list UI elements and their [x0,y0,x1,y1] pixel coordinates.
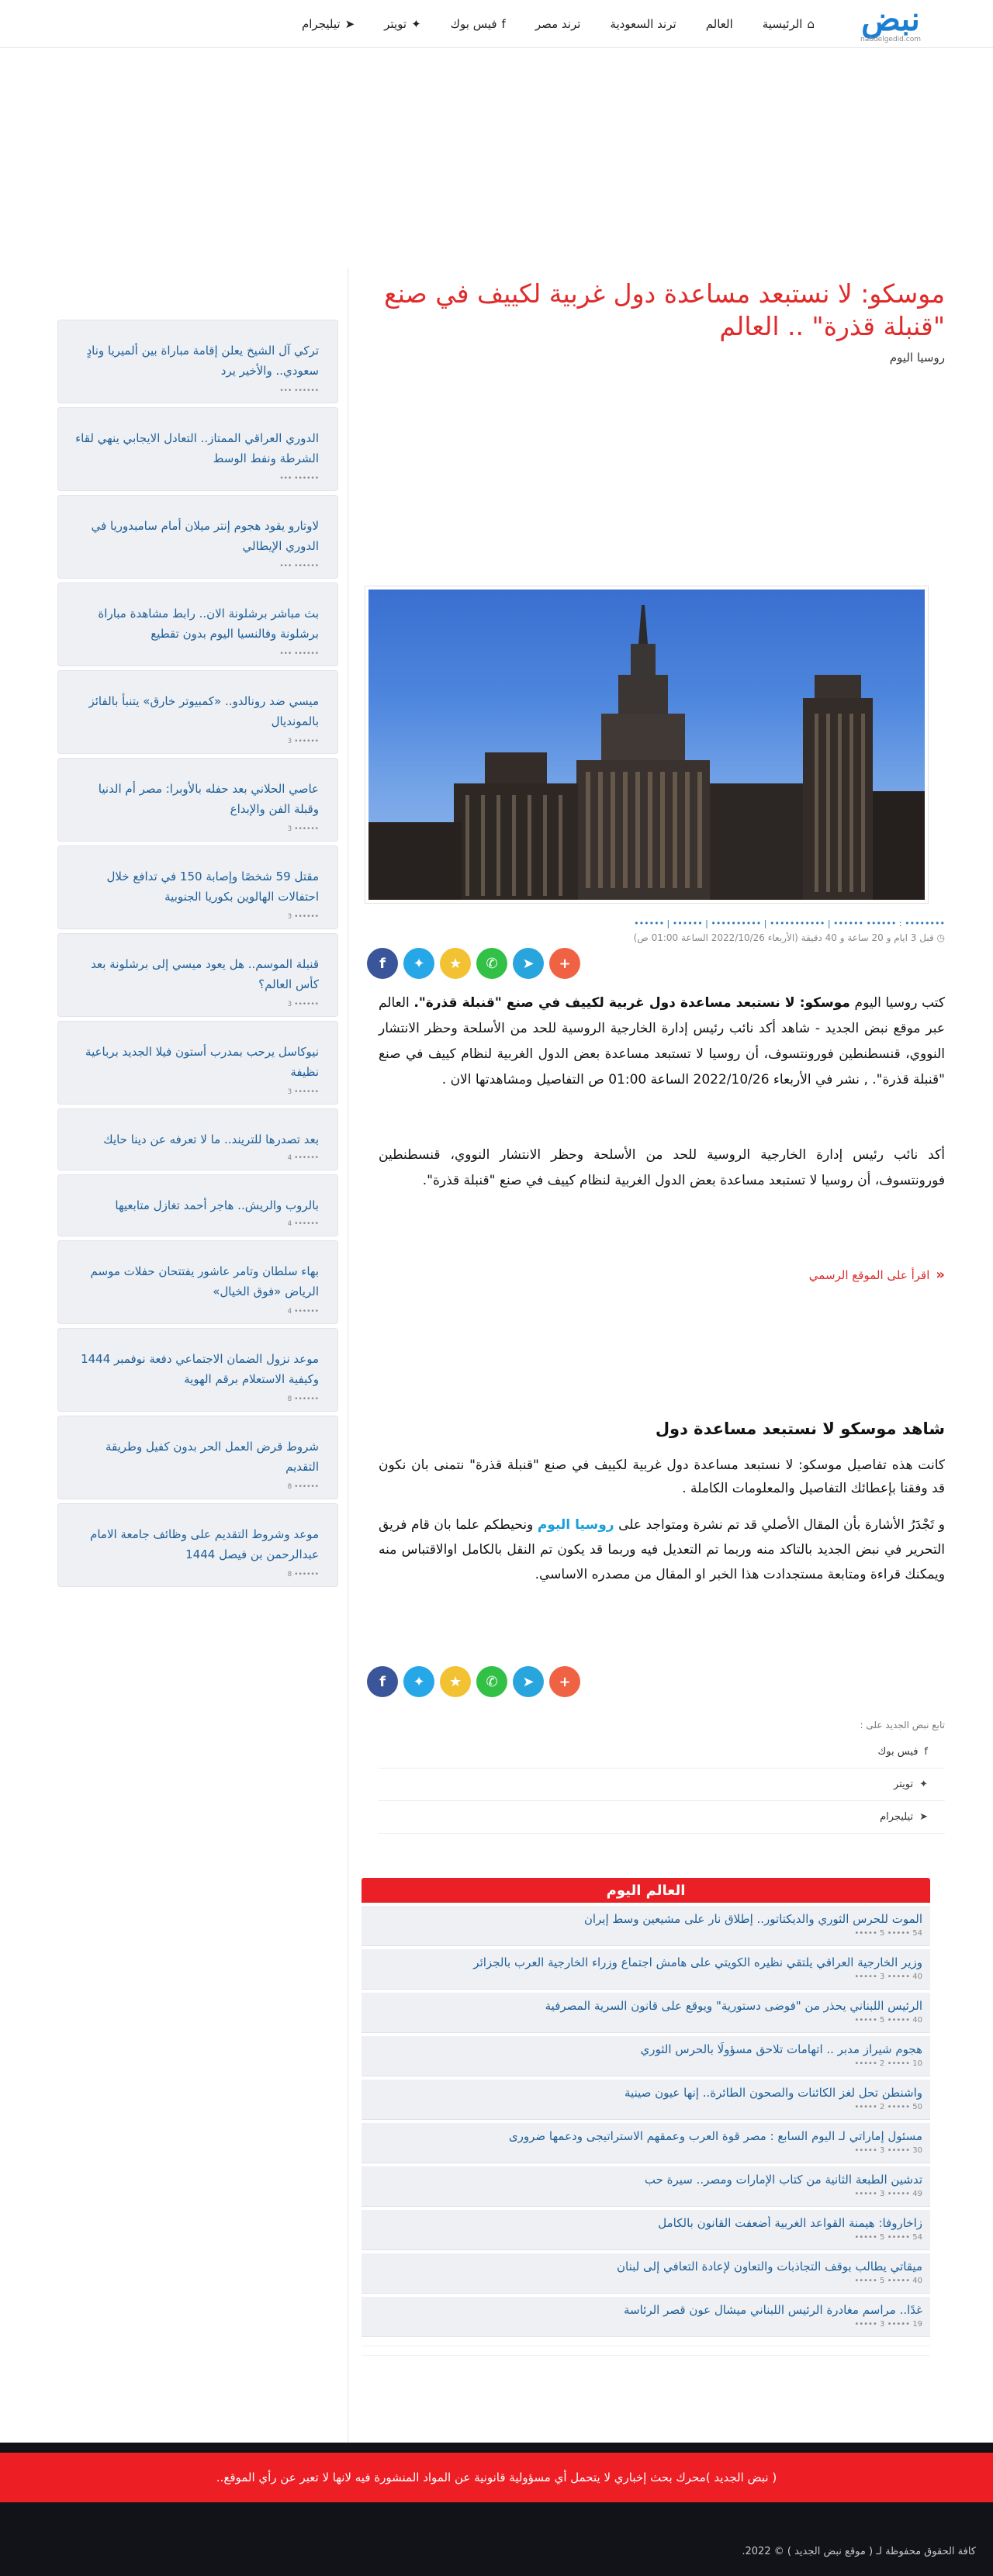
sidebar-news-date: •••••• 4 [287,1308,319,1316]
telegram-icon: ➤ [522,955,535,972]
article-paragraph-4 [379,1513,945,1587]
site-logo[interactable] [836,0,945,43]
news-date: 54 ••••• 5 ••••• [854,1929,922,1938]
whatsapp-icon: ✆ [486,955,498,972]
nav-item-label: تويتر [384,17,407,31]
share-more-button[interactable] [549,948,580,979]
telegram-icon: ➤ [344,17,355,31]
sidebar-news-date: •••••• 3 [287,738,319,745]
star-icon: ★ [448,1673,462,1690]
clock-icon: ◷ [936,932,945,943]
share-favorite-button[interactable] [440,1666,471,1697]
follow-facebook-link[interactable] [379,1736,945,1769]
sidebar-news-title: بالروب والريش.. هاجر أحمد تغازل متابعيها [115,1198,319,1212]
sidebar-news-title: موعد وشروط التقديم على وظائف جامعة الامام عبدالرحمن بن فيصل 1444 [90,1527,319,1561]
sidebar-news-date: •••••• 8 [287,1571,319,1578]
share-bar-top [362,948,580,979]
news-date: 49 ••••• 3 ••••• [854,2190,922,2198]
sidebar-news-date: •••••• 8 [287,1395,319,1403]
share-twitter-button[interactable] [403,948,434,979]
follow-label: تيليجرام [880,1811,914,1823]
news-title: مسئول إماراتي لـ اليوم السابع : مصر قوة العرب وعمقهم الاستراتيجى ودعمها ضرورى [508,2129,922,2143]
article-lead: كتب روسيا اليوم [854,995,945,1011]
news-title: ميقاتي يطالب بوقف التجاذبات والتعاون لإعادة التعافي إلى لبنان [617,2260,922,2273]
nav-item-home[interactable] [763,17,815,31]
news-row[interactable] [362,2253,930,2294]
news-date: 30 ••••• 3 ••••• [854,2146,922,2155]
share-bar-bottom [362,1666,580,1697]
news-row[interactable] [362,1949,930,1990]
twitter-icon: ✦ [413,955,425,972]
news-date: 54 ••••• 5 ••••• [854,2233,922,2242]
follow-label: تويتر [894,1779,914,1790]
article-title: موسكو: لا نستبعد مساعدة دول غربية لكييف في صنع "قنبلة قذرة" .. العالم [384,278,945,341]
source-note-end: ونحيطكم علما بان قام فريق التحرير في نبض الجديد بالتاكد منه وربما تم التعديل فيه وربما قد يكون تم النقل بالكامل اوالاقتباس منه ويمكنك قراءة ومتابعة مستجدادت هذا الخبر او المقال من مصدره الاساسي. [379,1517,945,1582]
sidebar-news-title: لاوتارو يقود هجوم إنتر ميلان أمام سامبدوريا في الدوري الإيطالي [91,519,319,553]
star-icon: ★ [448,955,462,972]
world-today-box [362,1878,930,2356]
follow-twitter-link[interactable] [379,1769,945,1801]
news-row[interactable] [362,2210,930,2250]
news-date: 40 ••••• 5 ••••• [854,2016,922,2024]
sidebar-news-card[interactable] [57,1240,338,1324]
nav-item-trend-saudi[interactable] [610,17,676,31]
sidebar-news-title: قنبلة الموسم.. هل يعود ميسي إلى برشلونة بعد كأس العالم؟ [91,957,319,991]
news-row[interactable] [362,1906,930,1946]
news-row[interactable] [362,2123,930,2163]
follow-telegram-link[interactable] [379,1801,945,1834]
sidebar-news-card[interactable] [57,583,338,666]
sidebar-news-card[interactable] [57,933,338,1017]
news-title: تدشين الطبعة الثانية من كتاب الإمارات ومصر.. سيرة حب [644,2173,922,2187]
share-whatsapp-button[interactable] [476,1666,507,1697]
world-today-heading: العالم اليوم [362,1878,930,1903]
nav-item-label: ترند مصر [535,17,581,31]
sidebar-news-card[interactable] [57,320,338,403]
read-more-link[interactable] [809,1267,945,1283]
news-row[interactable] [362,2166,930,2207]
news-title: الرئيس اللبناني يحذر من "فوضى دستورية" ويوقع على قانون السرية المصرفية [545,1999,922,2013]
sidebar-news-date: •••••• 3 [287,1088,319,1096]
footer-disclaimer-bar [0,2453,993,2502]
nav-item-label: فيس بوك [450,17,497,31]
plus-icon: + [559,1673,571,1690]
news-title: وزير الخارجية العراقي يلتقي نظيره الكويتي على هامش اجتماع وزراء الخارجية العرب بالجزائر [473,1955,922,1969]
divider [362,2337,930,2346]
follow-label: فيس بوك [877,1746,919,1758]
nav-item-label: ترند السعودية [610,17,676,31]
sidebar-news-title: شروط قرض العمل الحر بدون كفيل وطريقة التقديم [105,1440,319,1474]
sidebar-news-date: •••••• 3 [287,825,319,833]
article-paragraph-3: كانت هذه تفاصيل موسكو: لا نستبعد مساعدة دول غربية لكييف في صنع "قنبلة قذرة" نتمنى بان نكون قد وفقنا بإعطائك التفاصيل والمعلومات الكاملة . [379,1457,945,1496]
sidebar-news-card[interactable] [57,845,338,929]
sidebar-news-date: •••••• ••• [279,387,319,395]
news-date: 40 ••••• 5 ••••• [854,2277,922,2285]
sidebar-news-card[interactable] [57,1328,338,1412]
sidebar-news-date: •••••• 4 [287,1154,319,1162]
news-title: الموت للحرس الثوري والديكتاتور.. إطلاق نار على مشيعين وسط إيران [583,1912,922,1926]
article-image-frame [365,586,929,904]
sidebar-news-title: بعد تصدرها للتريند.. ما لا تعرفه عن دينا حايك [103,1132,319,1146]
nav-item-label: العالم [705,17,733,31]
twitter-icon: ✦ [919,1779,928,1790]
home-icon: ⌂ [807,17,815,31]
nav-item-label: الرئيسية [762,17,803,31]
source-highlight-link[interactable]: روسيا اليوم [537,1517,614,1533]
article-categories[interactable]: ‏•••••••• : ‏•••••• ‏•••••• ‏| ‏••••••••••• ‏| ‏•••••••••• ‏| ‏•••••• ‏| ‏•••••• [634,918,945,928]
nav-item-twitter[interactable] [384,17,420,31]
news-title: زاخاروفا: هيمنة القواعد الغربية أضعفت القانون بالكامل [658,2216,922,2230]
nav-item-trend-egypt[interactable] [535,17,581,31]
logo-text: نبض [861,0,920,38]
news-date: 10 ••••• 2 ••••• [854,2059,922,2068]
facebook-icon: f [501,17,506,31]
source-note-start: و تَجْدَرُ الأشارة بأن المقال الأصلي قد تم نشرة ومتواجد على [618,1517,945,1533]
sidebar-news-title: عاصي الحلاني بعد حفله بالأوبرا: مصر أم الدنيا وقبلة الفن والإبداع [98,782,319,816]
main-menu [272,0,815,48]
sidebar-news-title: ميسي ضد رونالدو.. «كمبيوتر خارق» يتنبأ بالفائز بالمونديال [88,694,319,728]
twitter-icon: ✦ [411,17,421,31]
article-paragraph-2: أكد نائب رئيس إدارة الخارجية الروسية للحد من الأسلحة وحظر الانتشار النووي، قنسطنطين فورونتسوف، أن روسيا لا تستبعد مساعدة بعض الدول الغربية لنظام كييف في صنع "قنبلة قذرة". [379,1147,945,1188]
telegram-icon: ➤ [522,1673,535,1690]
sidebar-news-title: بهاء سلطان وتامر عاشور يفتتحان حفلات موسم الرياض «فوق الخيال» [90,1264,319,1298]
nav-item-label: تيليجرام [301,17,341,31]
sidebar-news-date: •••••• 3 [287,1001,319,1008]
read-more-label: اقرأ على الموقع الرسمي [808,1267,930,1282]
sidebar-news-card[interactable] [57,1503,338,1587]
article-body-text: العالم عبر موقع نبض الجديد - شاهد أكد نائب رئيس إدارة الخارجية الروسية للحد من الأسلحة وحظر الانتشار النووي، قنسطنطين فورونتسوف، أن روسيا لا تستبعد مساعدة بعض الدول الغربية لنظام كييف في صنع "قنبلة قذرة". , نشر في الأربعاء 2022/10/26 الساعة 01:00 ص التفاصيل ومشاهدتها الان . [379,995,945,1087]
telegram-icon: ➤ [919,1811,928,1823]
news-row[interactable] [362,2036,930,2076]
sidebar-news-title: بث مباشر برشلونة الان.. رابط مشاهدة مباراة برشلونة وفالنسيا اليوم بدون تقطيع [98,607,319,641]
sidebar-news-title: تركي آل الشيخ يعلن إقامة مباراة بين ألميريا ونادٍ سعودي.. والأخير يرد [86,344,319,378]
moscow-building-illustration [368,590,925,900]
facebook-icon: f [379,1673,386,1690]
nav-item-world[interactable] [706,17,733,31]
news-title: هجوم شيراز مدبر .. اتهامات تلاحق مسؤولًا بالحرس الثوري [640,2042,922,2056]
sidebar-news-card[interactable] [57,670,338,754]
sidebar-news-date: •••••• ••• [279,562,319,570]
sidebar-news-title: موعد نزول الضمان الاجتماعي دفعة نوفمبر 1444 وكيفية الاستعلام برقم الهوية [81,1352,319,1386]
facebook-icon: f [924,1746,928,1758]
double-chevron-left-icon: « [936,1267,945,1283]
share-more-button[interactable] [549,1666,580,1697]
whatsapp-icon: ✆ [486,1673,498,1690]
facebook-icon: f [379,955,386,972]
news-date: 50 ••••• 2 ••••• [854,2103,922,2111]
logo-subtitle: nabdelgedid.com [860,36,921,43]
sidebar-news-title: نيوكاسل يرحب بمدرب أستون فيلا الجديد برباعية نظيفة [85,1045,319,1079]
article-image [368,590,925,900]
sidebar-news-card[interactable] [57,1416,338,1499]
share-whatsapp-button[interactable] [476,948,507,979]
sidebar-news-title: الدوري العراقي الممتاز.. التعادل الايجابي ينهي لقاء الشرطة ونفط الوسط [75,431,319,465]
share-twitter-button[interactable] [403,1666,434,1697]
article-subheading: شاهد موسكو لا نستبعد مساعدة دول [655,1419,945,1438]
follow-us-title: تابع نبض الجديد على : [860,1720,945,1731]
sidebar-news-card[interactable] [57,495,338,579]
sidebar-news-date: •••••• 8 [287,1483,319,1491]
article-source[interactable]: روسيا اليوم [889,351,945,365]
news-date: 19 ••••• 3 ••••• [854,2320,922,2329]
footer-copyright: كافة الحقوق محفوظة لـ ( موقع نبض الجديد ) © 2022. [742,2546,976,2557]
news-title: واشنطن تحل لغز الكائنات والصحون الطائرة.. إنها عيون صينية [625,2086,922,2100]
sidebar-news-date: •••••• 4 [287,1220,319,1228]
footer-disclaimer: ( نبض الجديد )محرك بحث إخباري لا يتحمل أي مسؤولية قانونية عن المواد المنشورة فيه لانها لا تعبر عن رأي الموقع.. [216,2471,777,2484]
article-time-text: قبل 3 ايام و 20 ساعة و 40 دقيقة (الأربعاء 2022/10/26 الساعة 01:00 ص) [633,932,934,943]
nav-item-telegram[interactable] [302,17,355,31]
sidebar-news-title: مقتل 59 شخصًا وإصابة 150 في تدافع خلال احتفالات الهالوين بكوريا الجنوبية [106,870,319,904]
share-favorite-button[interactable] [440,948,471,979]
news-row[interactable] [362,2297,930,2337]
news-title: غدًا.. مراسم مغادرة الرئيس اللبناني ميشال عون قصر الرئاسة [623,2303,922,2317]
nav-item-facebook[interactable] [451,17,506,31]
twitter-icon: ✦ [413,1673,425,1690]
article-timestamp [371,932,945,943]
news-date: 40 ••••• 3 ••••• [854,1973,922,1981]
plus-icon: + [559,955,571,972]
sidebar-news-date: •••••• ••• [279,475,319,482]
share-telegram-button[interactable] [513,948,544,979]
news-row[interactable] [362,2080,930,2120]
share-facebook-button[interactable] [367,948,398,979]
sidebar-news-date: •••••• ••• [279,650,319,658]
divider [362,2346,930,2356]
sidebar-news-card[interactable] [57,1108,338,1170]
sidebar-news-list [57,320,338,1591]
sidebar-news-card[interactable] [57,1021,338,1105]
news-row[interactable] [362,1993,930,2033]
share-facebook-button[interactable] [367,1666,398,1697]
top-navbar [0,0,993,48]
sidebar-news-date: •••••• 3 [287,913,319,921]
article-paragraph-1 [379,991,945,1093]
share-telegram-button[interactable] [513,1666,544,1697]
sidebar-news-card[interactable] [57,758,338,842]
sidebar-news-card[interactable] [57,407,338,491]
sidebar-news-card[interactable] [57,1174,338,1236]
article-bold-headline: موسكو: لا نستبعد مساعدة دول غربية لكييف في صنع "قنبلة قذرة". [413,995,850,1011]
